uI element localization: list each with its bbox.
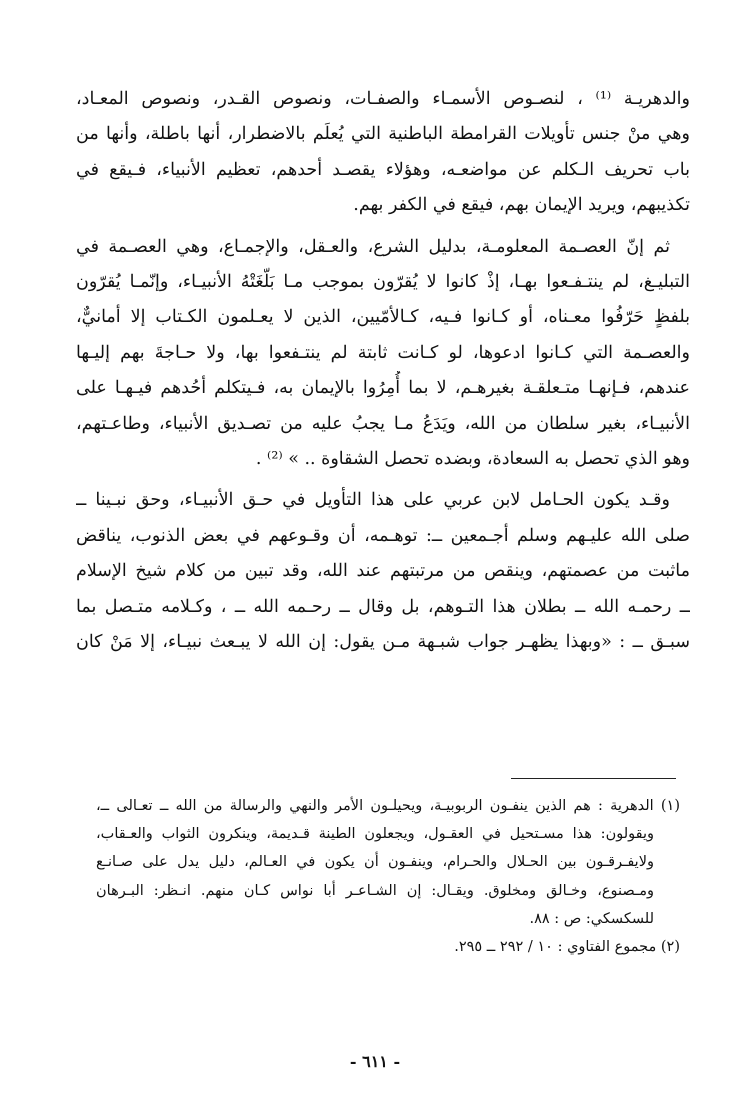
footnote-2 [96,933,680,961]
text-line: تكذيبهم، ويريد الإيمان بهم، فيقع في الكفر بهم. [353,195,690,216]
text-line: وهي منْ جنس تأويلات القرامطة الباطنية التي يُعلَم بالاضطرار، أنها باطلة، وأنها من [76,124,690,145]
footnote-separator [511,778,676,779]
footnote-1 [96,792,680,933]
text-line: ثم إنّ العصـمة المعلومـة، بدليل الشرع، والعـقل، والإجمـاع، وهي العصـمة في [76,236,670,257]
text-line: عندهم، فـإنهـا متـعلقـة بغيرهـم، لا بما أُمِرُوا بالإيمان به، فـيتكلم أحُدهم فيـهـا على [76,378,690,399]
text-line: التبليـغ، لم ينتـفـعوا بهـا، إذْ كانوا لا يُقرّون بموجب مـا بَلّغَتْهُ الأنبيـاء، وإنّمـا يُقرّون [76,272,690,293]
paragraph-2 [76,230,690,478]
text-line: باب تحريف الـكلم عن مواضعـه، وهؤلاء يقصـد أحدهم، تعظيم الأنبياء، فـيقع في [76,159,690,180]
text-line: ماثبت من عصمتهم، وينقص من مرتبتهم عند الله، وقد تبين من كلام شيخ الإسلام [76,561,690,582]
footnote-line: (١) الدهرية : هم الذين ينفـون الربوبيـة، ويحيلـون الأمر والنهي والرسالة من الله ــ تعـالى ــ، [96,798,680,814]
footnote-line: ومـصنوع، وخـالق ومخلوق. ويقـال: إن الشـاعـر أبا نواس كـان منهم. انـظر: البـرهان [96,882,654,899]
footnotes [96,792,680,961]
paragraph-3 [76,483,690,660]
footnote-line: ولايفـرقـون بين الحـلال والحـرام، وينفـون أن يكون في العـالم، دليل يدل على صـانـع [96,854,654,871]
footnote-line: ويقولون: هذا مسـتحيل في العقـول، ويجعلون الطينة قـديمة، وينكرون الثواب والعـقاب، [96,826,654,843]
text-line: ــ رحمـه الله ــ بطلان هذا التـوهم، بل وقال ــ رحـمه الله ــ ، وكـلامه متـصل بما [76,596,690,617]
main-text [76,82,690,667]
text-line: الأنبيـاء، بغير سلطان من الله، ويَدَعُ مـا يجبُ عليه من تصـديق الأنبياء، وطاعـتهم، [76,413,690,434]
text-line: صلى الله عليـهم وسلم أجـمعين ــ: توهـمه، أن وقـوعهم في بعض الذنوب، يناقض [76,525,690,546]
text-line: وهو الذي تحصل به السعادة، وبضده تحصل الشقاوة .. » ⁽²⁾ . [255,449,690,470]
text-line: وقـد يكون الحـامل لابن عربي على هذا التأويل في حـق الأنبيـاء، وحق نبـينا ــ [76,490,670,511]
page-number: - ٦١١ - [349,1052,401,1071]
text-line: والعصـمة التي كـانوا ادعوها، لو كـانت ثابتة لم ينتـفعوا بها، ولا حـاجةَ بهم إليـها [76,342,690,363]
footnote-line: للسكسكي: ص : ٨٨. [529,910,654,927]
text-line: والدهريـة ⁽¹⁾ ، لنصـوص الأسمـاء والصفـات، ونصوص القـدر، ونصوص المعـاد، [76,89,690,109]
footnote-line: (٢) مجموع الفتاوي : ١٠ / ٢٩٢ ــ ٢٩٥. [454,939,680,956]
text-line: سبـق ــ : «وبهذا يظهـر جواب شبـهة مـن يقول: إن الله لا يبـعث نبيـاء، إلا مَنْ كان [76,632,690,653]
text-line: بلفظٍ حَرّفُوا معـناه، أو كـانوا فـيه، كـالأمّيين، الذين لا يعـلمون الكـتاب إلا أمانيٌّ، [76,307,690,328]
paragraph-1 [76,82,690,224]
